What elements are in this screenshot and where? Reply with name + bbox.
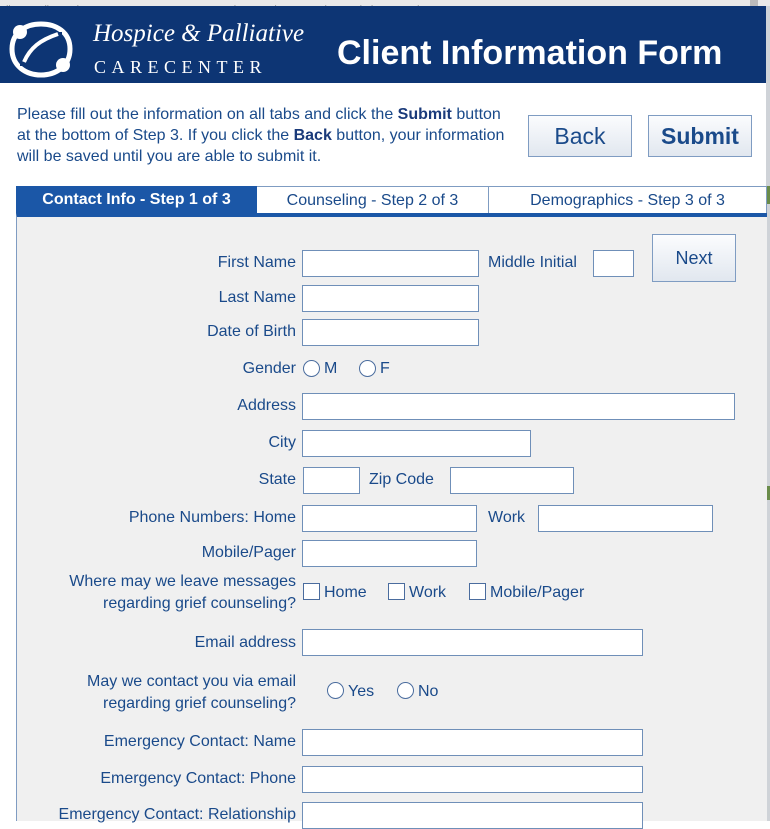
middle-initial-label: Middle Initial bbox=[488, 254, 577, 271]
next-button[interactable]: Next bbox=[652, 234, 736, 282]
last-name-label: Last Name bbox=[218, 289, 296, 306]
tab-counseling[interactable]: Counseling - Step 2 of 3 bbox=[257, 186, 489, 213]
step-tabs bbox=[16, 186, 767, 213]
gender-f-radio[interactable] bbox=[359, 360, 376, 377]
hospice-logo-icon bbox=[6, 18, 76, 80]
email-contact-no-label: No bbox=[418, 683, 439, 700]
city-input[interactable] bbox=[302, 430, 531, 457]
messages-mobile-checkbox[interactable] bbox=[469, 583, 486, 600]
mobile-label: Mobile/Pager bbox=[201, 544, 296, 561]
first-name-label: First Name bbox=[217, 254, 296, 271]
gender-f-label: F bbox=[380, 360, 390, 377]
phone-home-label: Phone Numbers: Home bbox=[128, 509, 296, 526]
phone-work-input[interactable] bbox=[538, 505, 713, 532]
messages-label-line1: Where may we leave messages bbox=[69, 573, 296, 590]
emergency-name-input[interactable] bbox=[302, 729, 643, 756]
dob-label: Date of Birth bbox=[207, 323, 296, 340]
org-name-line2: CARECENTER bbox=[94, 57, 268, 77]
city-label: City bbox=[268, 434, 296, 451]
last-name-input[interactable] bbox=[302, 285, 479, 312]
gender-m-label: M bbox=[324, 360, 338, 377]
gender-label: Gender bbox=[242, 360, 296, 377]
first-name-input[interactable] bbox=[302, 250, 479, 277]
back-button[interactable]: Back bbox=[528, 115, 632, 157]
mobile-input[interactable] bbox=[302, 540, 477, 567]
email-input[interactable] bbox=[302, 629, 643, 656]
email-contact-label-line2: regarding grief counseling? bbox=[102, 695, 296, 712]
page-title: Client Information Form bbox=[337, 34, 723, 72]
emergency-relationship-label: Emergency Contact: Relationship bbox=[58, 806, 296, 823]
address-input[interactable] bbox=[302, 393, 735, 420]
messages-work-checkbox[interactable] bbox=[388, 583, 405, 600]
middle-initial-input[interactable] bbox=[593, 250, 634, 277]
tab-contact-info[interactable]: Contact Info - Step 1 of 3 bbox=[16, 186, 257, 213]
messages-home-checkbox[interactable] bbox=[303, 583, 320, 600]
emergency-phone-label: Emergency Contact: Phone bbox=[100, 770, 296, 787]
email-contact-no-radio[interactable] bbox=[397, 682, 414, 699]
phone-home-input[interactable] bbox=[302, 505, 477, 532]
gender-m-radio[interactable] bbox=[303, 360, 320, 377]
emergency-phone-input[interactable] bbox=[302, 766, 643, 793]
dob-input[interactable] bbox=[302, 319, 479, 346]
messages-label-line2: regarding grief counseling? bbox=[102, 595, 296, 612]
tab-demographics[interactable]: Demographics - Step 3 of 3 bbox=[489, 186, 767, 213]
state-label: State bbox=[258, 471, 296, 488]
email-label: Email address bbox=[194, 634, 296, 651]
form-header bbox=[0, 6, 766, 83]
state-input[interactable] bbox=[303, 467, 360, 494]
messages-mobile-label: Mobile/Pager bbox=[490, 584, 585, 601]
emergency-name-label: Emergency Contact: Name bbox=[103, 733, 296, 750]
zip-label: Zip Code bbox=[369, 471, 434, 488]
org-name-line1: Hospice & Palliative bbox=[93, 20, 305, 47]
zip-input[interactable] bbox=[450, 467, 574, 494]
instructions-text: Please fill out the information on all tabs and click the Submit button at the bottom of Step 3. If you click the Back button, your information will be saved until you are able to submit it. bbox=[17, 106, 505, 165]
emergency-relationship-input[interactable] bbox=[302, 802, 643, 829]
phone-work-label: Work bbox=[488, 509, 526, 526]
email-contact-label-line1: May we contact you via email bbox=[87, 673, 296, 690]
address-label: Address bbox=[237, 397, 296, 414]
messages-home-label: Home bbox=[324, 584, 367, 601]
email-contact-yes-label: Yes bbox=[348, 683, 375, 700]
messages-work-label: Work bbox=[409, 584, 447, 601]
submit-button[interactable]: Submit bbox=[648, 115, 752, 157]
email-contact-yes-radio[interactable] bbox=[327, 682, 344, 699]
